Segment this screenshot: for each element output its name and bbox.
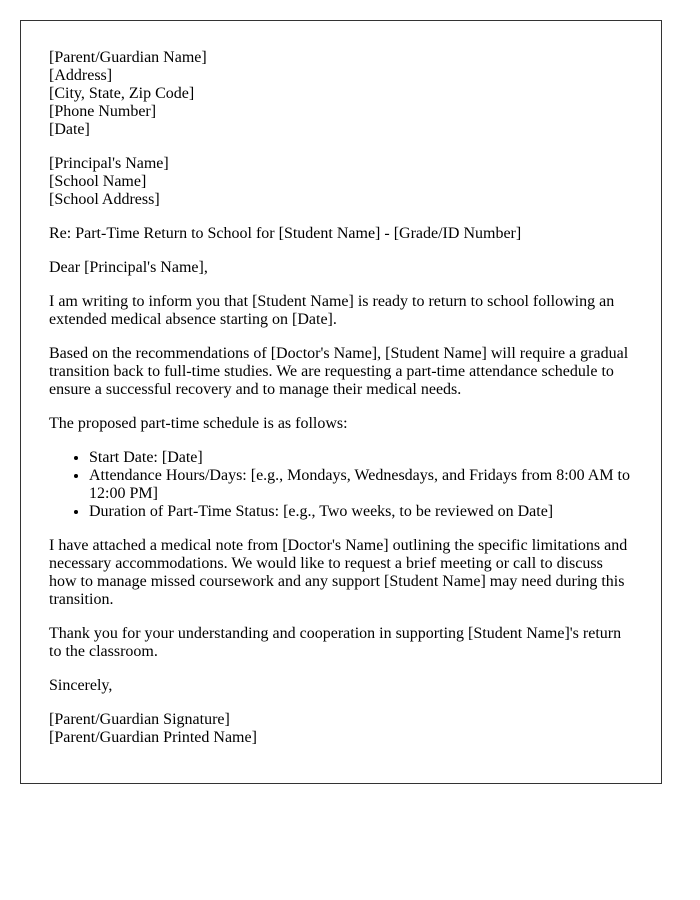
body-paragraph: I have attached a medical note from [Doctor's Name] outlining the specific limitations and necessary accommodations. We would like to request a brief meeting or call to discuss how to manage missed coursework and any support [Student Name] may need during this transition. xyxy=(49,537,628,608)
subject-line: Re: Part-Time Return to School for [Student Name] - [Grade/ID Number] xyxy=(49,225,522,242)
letter-date: [Date] xyxy=(49,121,90,138)
body-paragraph: I am writing to inform you that [Student Name] is ready to return to school following an extended medical absence starting on [Date]. xyxy=(49,293,615,328)
printed-name: [Parent/Guardian Printed Name] xyxy=(49,729,257,746)
schedule-item: • Attendance Hours/Days: [e.g., Mondays, Wednesdays, and Fridays from 8:00 AM to 12:00 PM] xyxy=(89,467,633,503)
body-paragraph: The proposed part-time schedule is as follows: xyxy=(49,415,348,432)
recipient-address-block xyxy=(49,155,633,209)
school-address: [School Address] xyxy=(49,191,160,208)
sender-name: [Parent/Guardian Name] xyxy=(49,49,207,66)
signature-block xyxy=(49,711,633,747)
signoff: Sincerely, xyxy=(49,677,113,694)
body-paragraph: Thank you for your understanding and cooperation in supporting [Student Name]'s return to the classroom. xyxy=(49,625,622,660)
signature: [Parent/Guardian Signature] xyxy=(49,711,230,728)
sender-address-block xyxy=(49,49,633,139)
schedule-item: • Duration of Part-Time Status: [e.g., Two weeks, to be reviewed on Date] xyxy=(89,503,633,521)
sender-phone: [Phone Number] xyxy=(49,103,157,120)
schedule-item: • Start Date: [Date] xyxy=(89,449,633,467)
sender-address: [Address] xyxy=(49,67,113,84)
salutation: Dear [Principal's Name], xyxy=(49,259,208,276)
sender-city-state-zip: [City, State, Zip Code] xyxy=(49,85,195,102)
recipient-name: [Principal's Name] xyxy=(49,155,169,172)
body-paragraph: Based on the recommendations of [Doctor's Name], [Student Name] will require a gradual transition back to full-time studies. We are requesting a part-time attendance schedule to ensure a successful recovery and to manage their medical needs. xyxy=(49,345,629,398)
letter xyxy=(20,20,662,784)
schedule-list xyxy=(49,449,633,521)
school-name: [School Name] xyxy=(49,173,147,190)
